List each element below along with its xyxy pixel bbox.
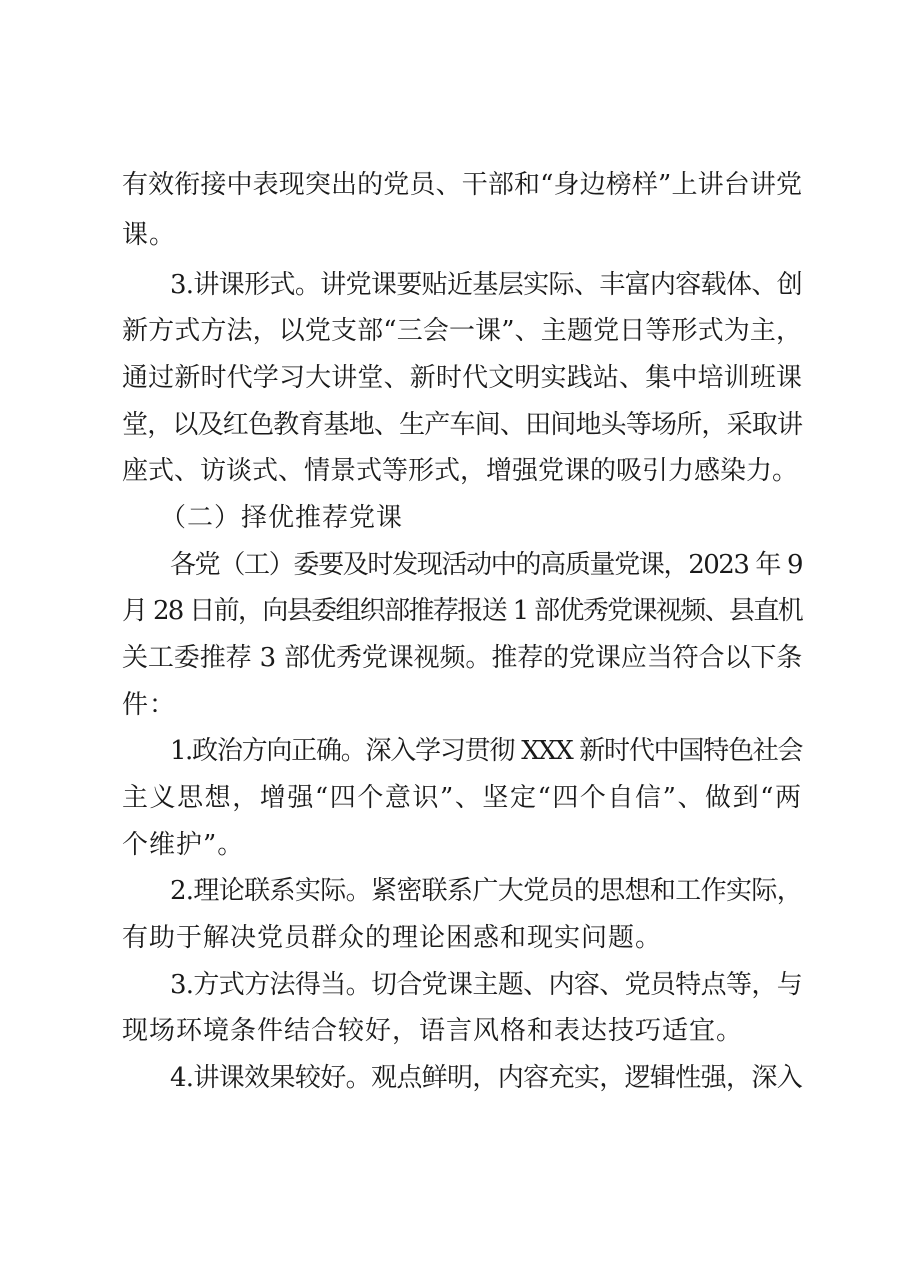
paragraph-line: 现场环境条件结合较好，语言风格和表达技巧适宜。 bbox=[122, 1016, 744, 1046]
paragraph-line: 通过新时代学习大讲堂、新时代文明实践站、集中培训班课 bbox=[122, 363, 802, 393]
paragraph-line: 课。 bbox=[122, 220, 177, 250]
paragraph-line: 各党（工）委要及时发现活动中的高质量党课，2023 年 9 bbox=[170, 550, 802, 580]
paragraph-line: 个维护”。 bbox=[122, 830, 245, 860]
paragraph-line: 4.讲课效果较好。观点鲜明，内容充实，逻辑性强，深入 bbox=[170, 1063, 802, 1093]
paragraph-line: 座式、访谈式、情景式等形式，增强党课的吸引力感染力。 bbox=[122, 456, 799, 486]
paragraph-line: 2.理论联系实际。紧密联系广大党员的思想和工作实际， bbox=[170, 876, 802, 906]
paragraph-line: 月 28 日前，向县委组织部推荐报送 1 部优秀党课视频、县直机 bbox=[122, 596, 802, 626]
section-heading: （二）择优推荐党课 bbox=[160, 503, 404, 533]
paragraph-line: 3.方式方法得当。切合党课主题、内容、党员特点等，与 bbox=[170, 970, 802, 1000]
paragraph-line: 件： bbox=[122, 690, 177, 720]
paragraph-line: 1.政治方向正确。深入学习贯彻 XXX 新时代中国特色社会 bbox=[170, 736, 802, 766]
paragraph-line: 堂，以及红色教育基地、生产车间、田间地头等场所，采取讲 bbox=[122, 410, 802, 440]
paragraph-line: 新方式方法，以党支部“三会一课”、主题党日等形式为主， bbox=[122, 316, 802, 346]
paragraph-line: 主义思想，增强“四个意识”、坚定“四个自信”、做到“两 bbox=[122, 783, 802, 813]
paragraph-line: 3.讲课形式。讲党课要贴近基层实际、丰富内容载体、创 bbox=[170, 270, 802, 300]
paragraph-line: 关工委推荐 3 部优秀党课视频。推荐的党课应当符合以下条 bbox=[122, 643, 802, 673]
paragraph-line: 有助于解决党员群众的理论困惑和现实问题。 bbox=[122, 923, 663, 953]
paragraph-line: 有效衔接中表现突出的党员、干部和“身边榜样”上讲台讲党 bbox=[122, 170, 802, 200]
